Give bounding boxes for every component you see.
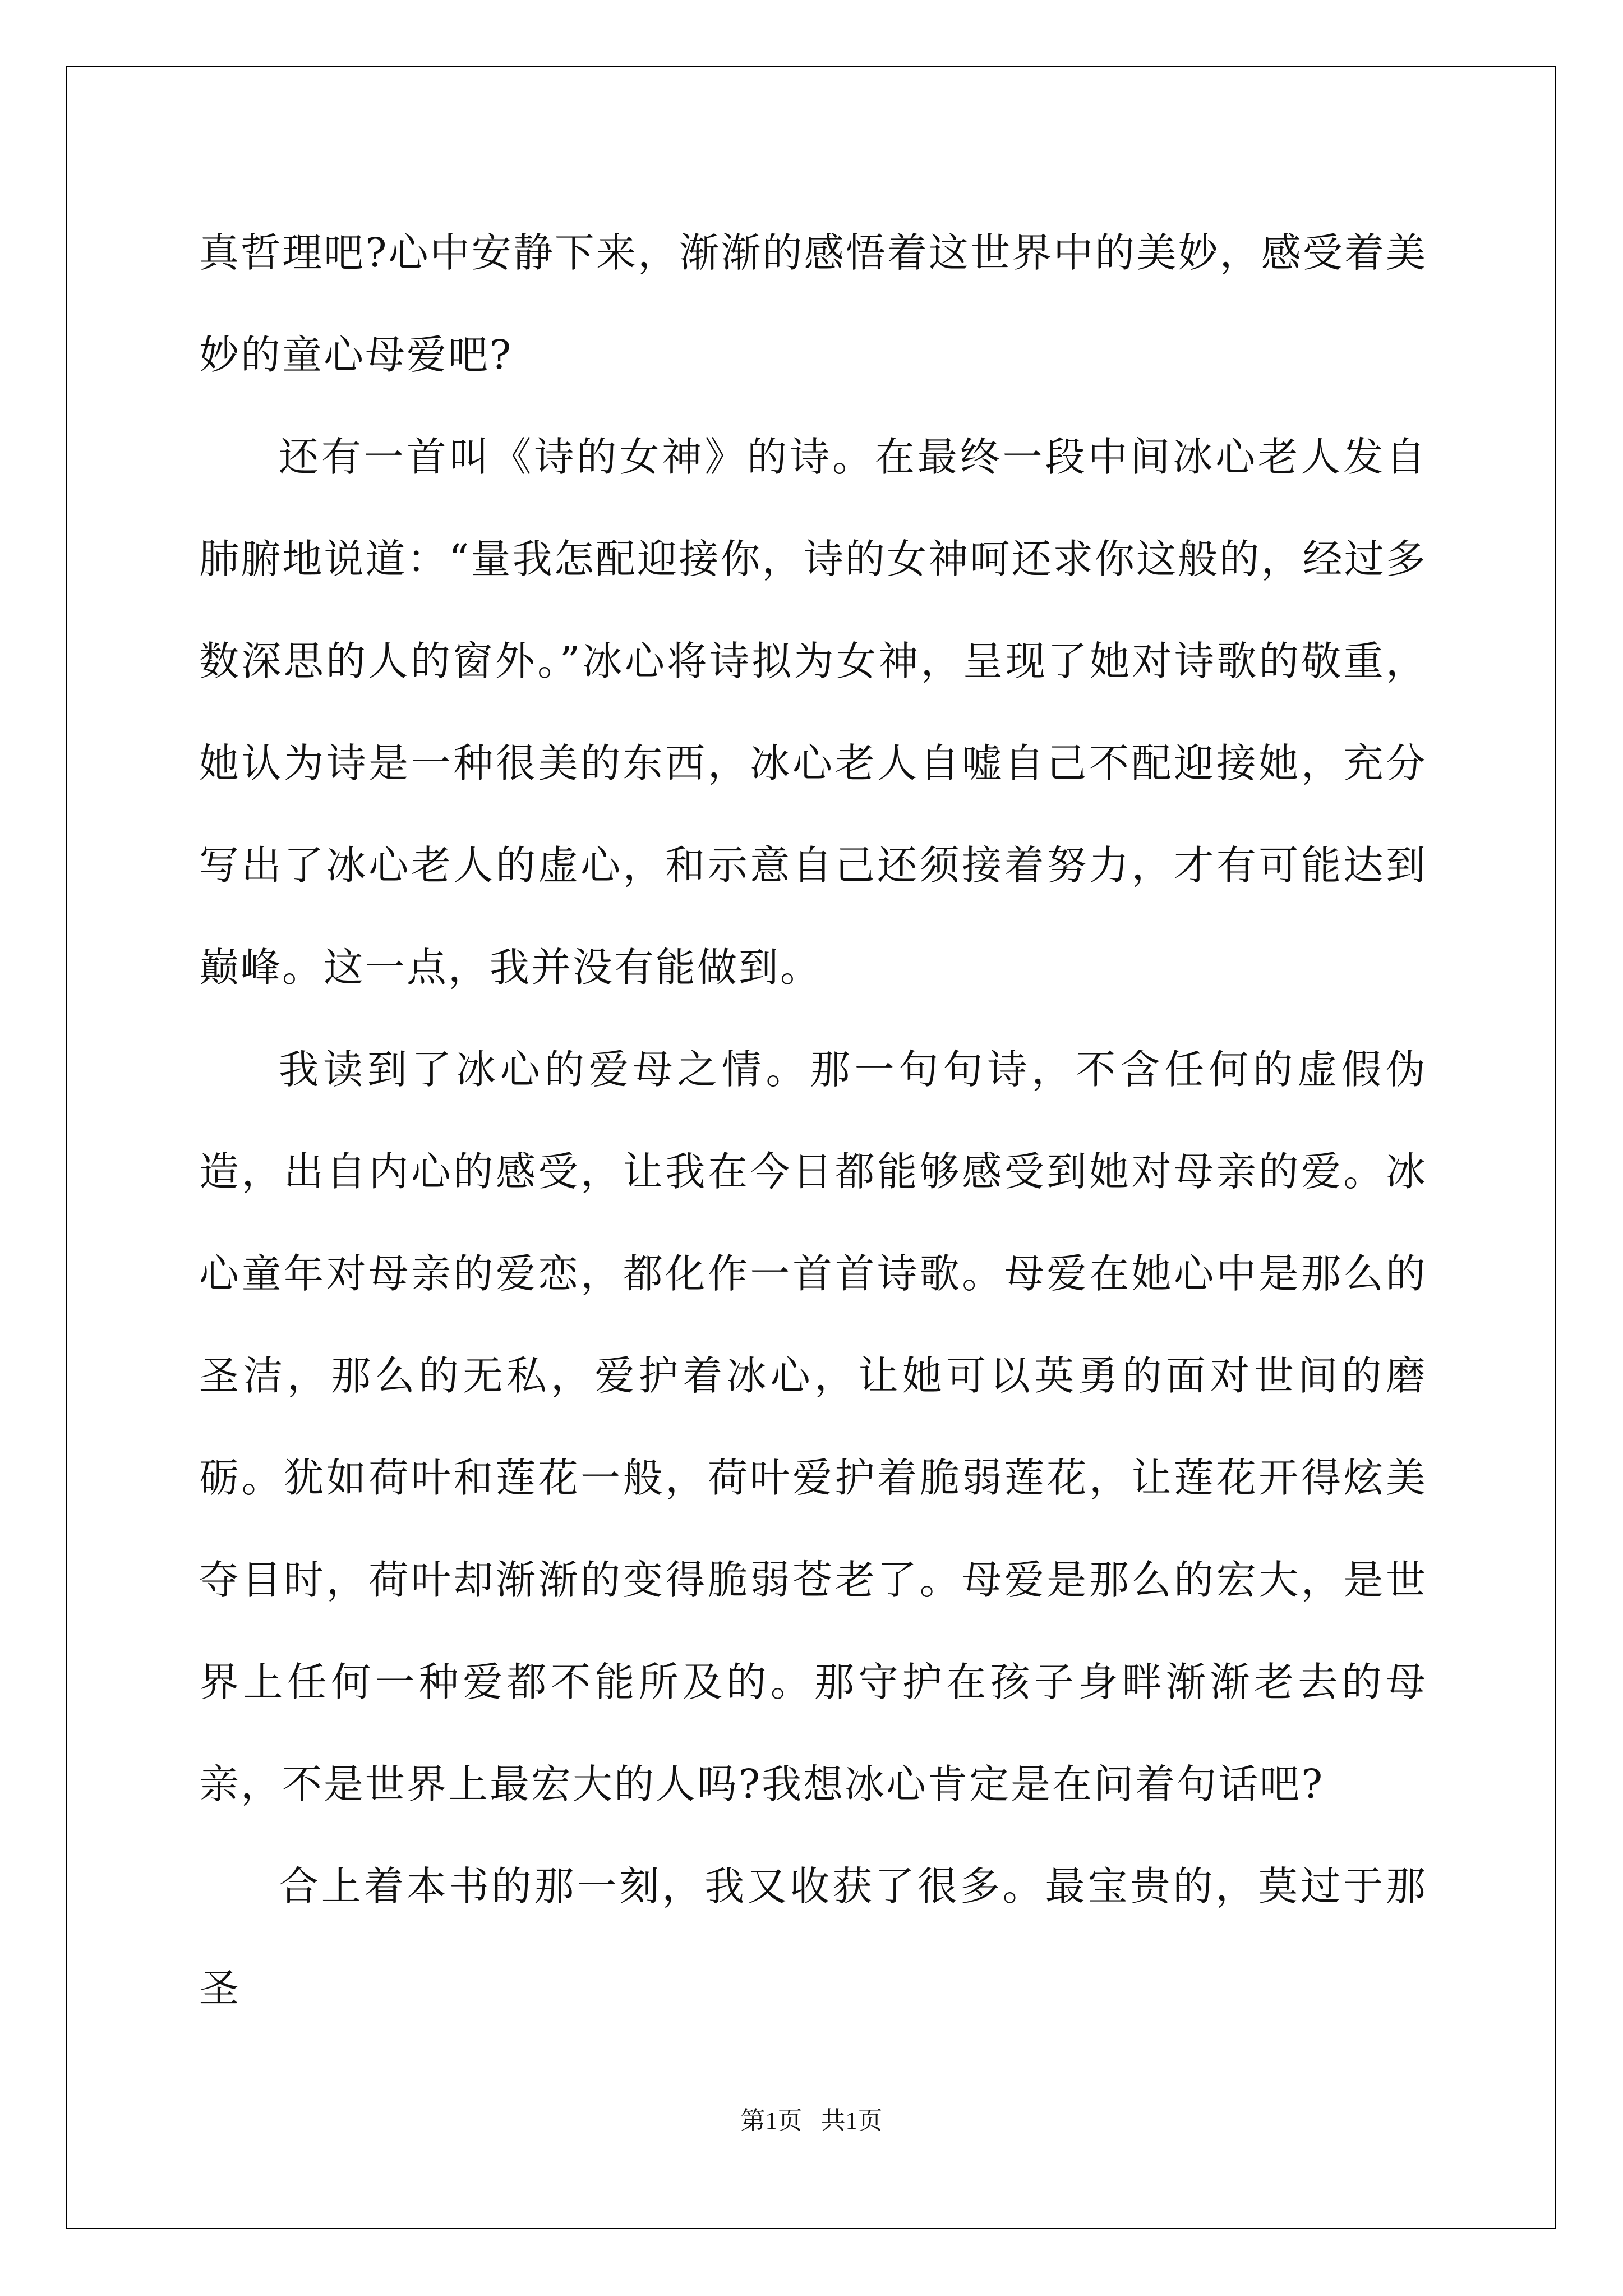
page-footer <box>0 2100 1623 2136</box>
paragraph-1: 真哲理吧?心中安静下来，渐渐的感悟着这世界中的美妙，感受着美妙的童心母爱吧? <box>199 229 1427 378</box>
paragraph-2: 还有一首叫《诗的女神》的诗。在最终一段中间冰心老人发自肺腑地说道：“量我怎配迎接你，诗的女神呵还求你这般的，经过多数深思的人的窗外。”冰心将诗拟为女神，呈现了她对诗歌的敬重，她认为诗是一种很美的东西，冰心老人自嘘自己不配迎接她，充分写出了冰心老人的虚心，和示意自己还须接着努力，才有可能达到巅峰。这一点，我并没有能做到。 <box>199 434 1427 991</box>
paragraph-4: 合上着本书的那一刻，我又收获了很多。最宝贵的，莫过于那圣 <box>199 1863 1427 2012</box>
page-number: 第1页 <box>740 2107 803 2134</box>
document-body <box>199 202 1427 2040</box>
paragraph-3: 我读到了冰心的爱母之情。那一句句诗，不含任何的虚假伪造，出自内心的感受，让我在今日都能够感受到她对母亲的爱。冰心童年对母亲的爱恋，都化作一首首诗歌。母爱在她心中是那么的圣洁，那么的无私，爱护着冰心，让她可以英勇的面对世间的磨砺。犹如荷叶和莲花一般，荷叶爱护着脆弱莲花，让莲花开得炫美夺目时，荷叶却渐渐的变得脆弱苍老了。母爱是那么的宏大，是世界上任何一种爱都不能所及的。那守护在孩子身畔渐渐老去的母亲，不是世界上最宏大的人吗?我想冰心肯定是在问着句话吧? <box>199 1046 1427 1807</box>
page-total: 共1页 <box>820 2107 883 2134</box>
